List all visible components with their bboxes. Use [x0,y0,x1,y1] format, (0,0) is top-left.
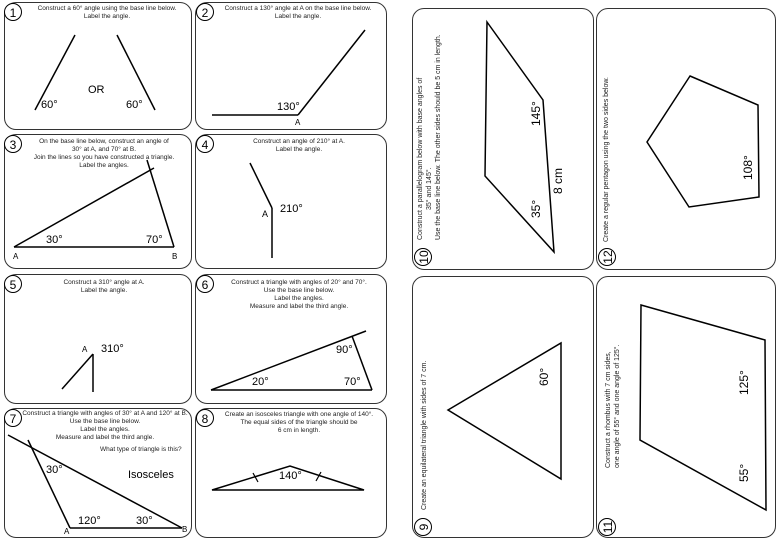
point-a-label: A [64,527,70,536]
question-number-9: 9 [414,518,432,536]
instruction-4: Construct an angle of 210° at A. Label the angle. [253,138,345,153]
instruction-2: Construct a 130° angle at A on the base line below. Label the angle. [224,5,372,20]
angle-label: 140° [279,470,302,482]
angle-bottom-label: 55° [737,463,751,482]
answer-text: Isosceles [128,469,174,481]
point-b-label: B [182,525,188,534]
question-number-12: 12 [598,248,616,266]
instruction-10-line2: 35° and 145°. [426,167,433,210]
question-number-5: 5 [4,275,22,293]
or-label: OR [88,84,105,96]
side-length-label: 8 cm [551,167,565,194]
instruction-6: Construct a triangle with angles of 20° and 70°. Use the base line below. Label the angles. Measure and label the third angle. [231,279,367,310]
angle-label: 130° [277,101,300,113]
instruction-12: Create a regular pentagon using the two sides below. [603,77,610,242]
point-a-label: A [295,118,301,127]
angle-top-label: 125° [737,370,751,395]
angle-b-label: 30° [136,515,153,527]
angle-label: 210° [280,203,303,215]
angle-label: 60° [537,367,551,386]
angle-top-label: 90° [336,344,353,356]
angle-label: 310° [101,343,124,355]
instruction-7: Construct a triangle with angles of 30° at A and 120° at B. Use the base line below. Label the angles. Measure and label the third angle. [22,410,188,441]
question-number-1: 1 [4,3,22,21]
instruction-9: Create an equilateral triangle with sides of 7 cm. [421,360,428,510]
question-number-8: 8 [196,409,214,427]
question-number-11: 11 [598,518,616,536]
question-number-4: 4 [196,135,214,153]
question-number-2: 2 [196,3,214,21]
angle-label-right: 60° [126,99,143,111]
question-number-10: 10 [414,248,432,266]
point-a-label: A [82,345,88,354]
question-number-3: 3 [4,135,22,153]
instruction-10-line3: Use the base line below. The other sides should be 5 cm in length. [435,34,442,240]
instruction-8: Create an isosceles triangle with one angle of 140°. The equal sides of the triangle should be 6 cm in length. [224,411,374,434]
question-number-6: 6 [196,275,214,293]
point-a-label: A [13,252,19,261]
angle-label: 108° [741,155,755,180]
instruction-3: On the base line below, construct an angle of 30° at A, and 70° at B. Join the lines so you have constructed a triangle. Label the angles. [33,138,175,169]
angle-right-label: 70° [344,376,361,388]
angle-top-label: 145° [529,101,543,126]
angle-top-label: 30° [46,464,63,476]
point-a-label: A [262,209,269,219]
angle-b-label: 70° [146,234,163,246]
instruction-1: Construct a 60° angle using the base line below. Label the angle. [37,5,177,20]
instruction-11-line1: Construct a rhombus with 7 cm sides, [605,351,612,468]
angle-left-label: 20° [252,376,269,388]
instruction-5: Construct a 310° angle at A. Label the angle. [63,279,145,294]
angle-a-label: 120° [78,515,101,527]
angle-a-label: 30° [46,234,63,246]
instruction-10-line1: Construct a parallelogram below with base angles of [417,77,424,240]
instruction-11-line2: one angle of 55° and one angle of 125°. [614,344,621,468]
question-text-7: What type of triangle is this? [100,446,182,453]
angle-label-left: 60° [41,99,58,111]
angle-bottom-label: 35° [529,199,543,218]
question-number-7: 7 [4,409,22,427]
point-b-label: B [172,252,178,261]
